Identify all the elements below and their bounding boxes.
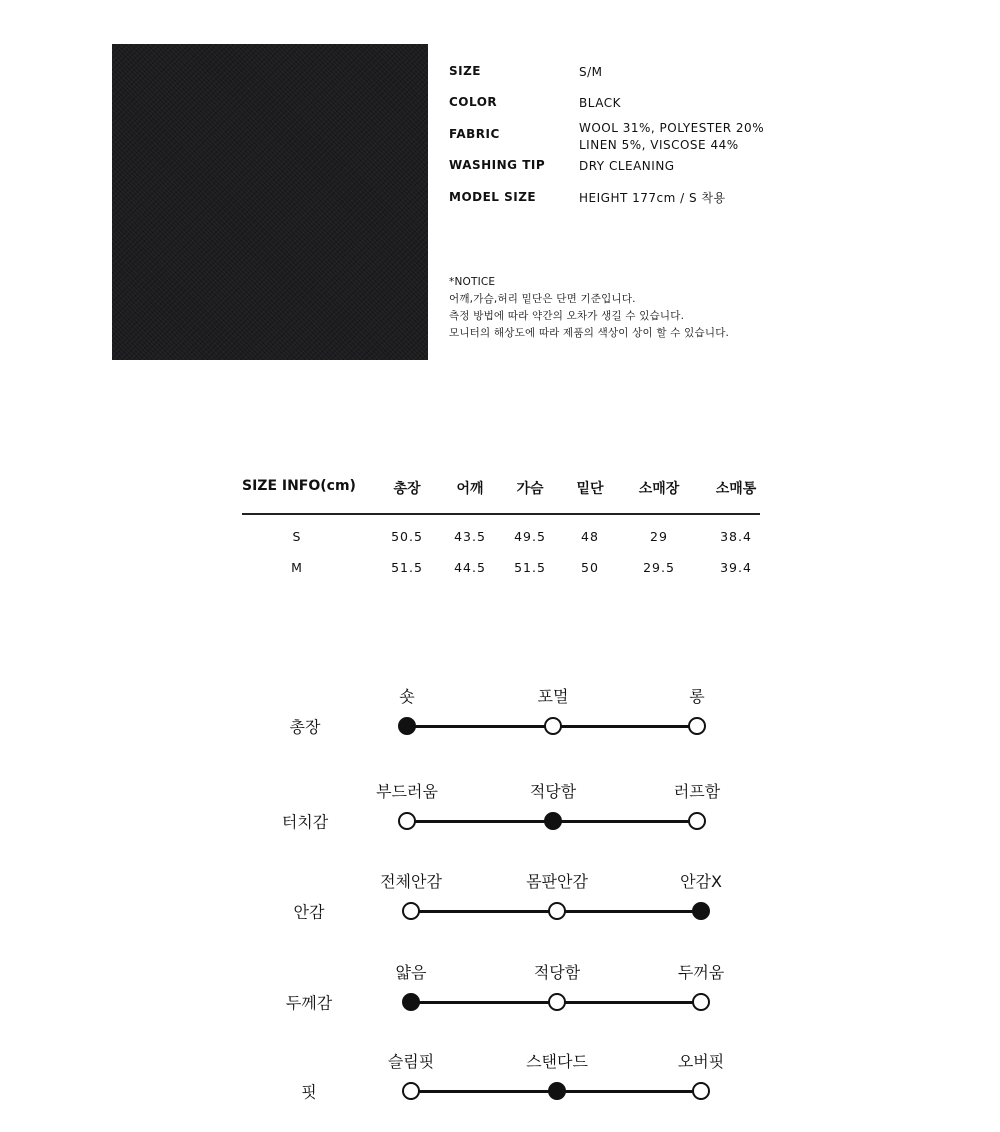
spec-label: SIZE (449, 64, 482, 78)
scale-dot (398, 812, 416, 830)
table-cell: 50 (581, 560, 599, 575)
scale-dot-selected (548, 1082, 566, 1100)
scale-dot (688, 812, 706, 830)
scale-option-label: 슬림핏 (387, 1052, 435, 1071)
scale-dot (692, 1082, 710, 1100)
fabric-swatch-image (112, 44, 428, 360)
size-table-title: SIZE INFO(cm) (242, 478, 356, 494)
scale-dot-selected (398, 717, 416, 735)
scale-option-label: 적당함 (529, 782, 577, 801)
table-cell: 29.5 (643, 560, 675, 575)
scale-label: 총장 (289, 717, 321, 737)
spec-value: DRY CLEANING (579, 159, 675, 173)
table-cell: 51.5 (514, 560, 546, 575)
scale-option-label: 두꺼움 (677, 963, 725, 982)
table-cell: 44.5 (454, 560, 486, 575)
scale-option-label: 몸판안감 (526, 872, 588, 891)
scale-dot (692, 993, 710, 1011)
row-size: M (291, 560, 303, 575)
scale-dot (402, 902, 420, 920)
table-cell: 38.4 (720, 529, 752, 544)
scale-option-label: 전체안감 (380, 872, 442, 891)
column-header: 가슴 (516, 481, 544, 497)
scale-option-label: 숏 (399, 687, 415, 706)
spec-value: S/M (579, 65, 603, 79)
scale-dot (548, 902, 566, 920)
scale-option-label: 스탠다드 (526, 1052, 588, 1071)
scale-dot (548, 993, 566, 1011)
spec-value: HEIGHT 177cm / S 착용 (579, 191, 726, 205)
scale-label: 터치감 (281, 812, 329, 832)
scale-dot-selected (692, 902, 710, 920)
scale-dot (688, 717, 706, 735)
notice-block (449, 274, 729, 342)
table-cell: 50.5 (391, 529, 423, 544)
table-cell: 48 (581, 529, 599, 544)
scale-dot-selected (402, 993, 420, 1011)
column-header: 밑단 (576, 481, 604, 497)
spec-label: FABRIC (449, 127, 500, 141)
scale-label: 두께감 (285, 993, 333, 1013)
notice-title: *NOTICE (449, 276, 496, 288)
table-cell: 43.5 (454, 529, 486, 544)
spec-label: COLOR (449, 95, 498, 109)
notice-line: 모니터의 해상도에 따라 제품의 색상이 상이 할 수 있습니다. (449, 327, 730, 339)
notice-line: 어깨,가슴,허리 밑단은 단면 기준입니다. (449, 293, 636, 305)
scale-dot-selected (544, 812, 562, 830)
scale-option-label: 롱 (689, 687, 705, 706)
scale-label: 핏 (301, 1082, 317, 1102)
column-header: 총장 (393, 481, 421, 497)
notice-line: 측정 방법에 따라 약간의 오차가 생길 수 있습니다. (449, 310, 685, 322)
column-header: 소매장 (638, 481, 680, 497)
scale-option-label: 적당함 (533, 963, 581, 982)
scale-option-label: 부드러움 (376, 782, 438, 801)
table-cell: 51.5 (391, 560, 423, 575)
table-divider (242, 513, 760, 515)
scale-option-label: 얇음 (395, 963, 427, 982)
table-cell: 49.5 (514, 529, 546, 544)
scale-label: 안감 (293, 902, 325, 922)
spec-label: MODEL SIZE (449, 190, 537, 204)
scale-option-label: 안감X (680, 872, 722, 891)
table-cell: 39.4 (720, 560, 752, 575)
spec-value-2: LINEN 5%, VISCOSE 44% (579, 138, 739, 152)
spec-value: WOOL 31%, POLYESTER 20% (579, 121, 765, 135)
scale-dot (402, 1082, 420, 1100)
column-header: 어깨 (456, 481, 484, 497)
row-size: S (292, 529, 302, 544)
scale-option-label: 포멀 (537, 687, 569, 706)
table-cell: 29 (650, 529, 668, 544)
scale-option-label: 러프함 (673, 782, 721, 801)
column-header: 소매통 (715, 481, 757, 497)
scale-dot (544, 717, 562, 735)
spec-label: WASHING TIP (449, 158, 546, 172)
scale-option-label: 오버핏 (677, 1052, 725, 1071)
spec-value: BLACK (579, 96, 621, 110)
